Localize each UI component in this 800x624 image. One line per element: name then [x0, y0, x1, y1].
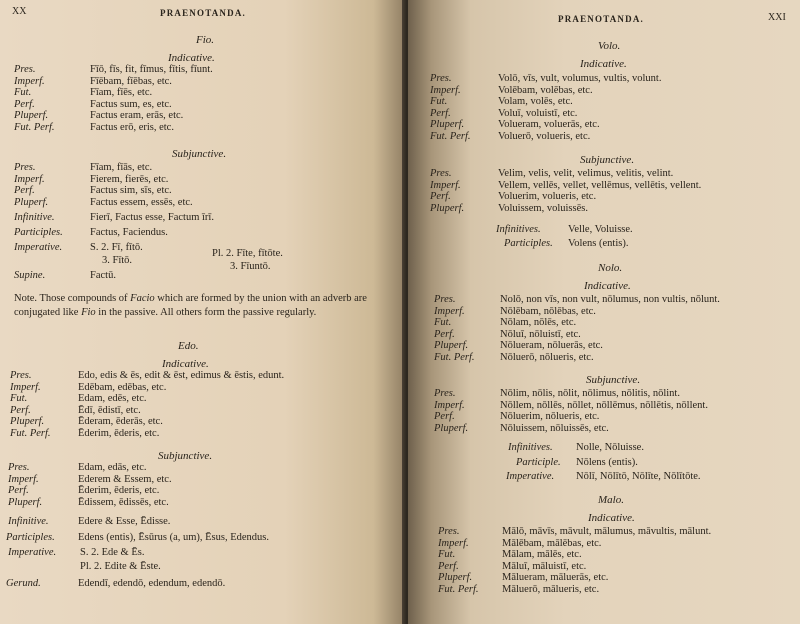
nolo-subjunctive-list: [434, 388, 798, 434]
edo-imperative-s2: S. 2. Ede & Ēs.: [80, 547, 145, 558]
volo-indicative-heading: Indicative.: [580, 58, 627, 70]
fio-participles-label: Participles.: [14, 227, 63, 238]
list-item: Pres. Edam, edās, etc.: [8, 462, 147, 473]
list-item: Fut. Perf. Māluerō, mālueris, etc.: [438, 583, 600, 595]
fio-infinitive: Fierī, Factus esse, Factum īrī.: [90, 212, 214, 223]
list-item: Pluperf. Nōluissem, nōluissēs, etc.: [434, 422, 609, 434]
edo-imperative-label: Imperative.: [8, 547, 57, 558]
list-item: Fut. Mālam, mālēs, etc.: [438, 549, 582, 561]
nolo-participle: Nōlens (entis).: [576, 457, 638, 468]
list-item: Imperf. Ederem & Essem, etc.: [8, 473, 172, 485]
list-item: Pluperf. Nōlueram, nōluerās, etc.: [434, 340, 603, 352]
nolo-subjunctive-heading: Subjunctive.: [586, 374, 641, 386]
running-head-right: PRAENOTANDA.: [558, 14, 644, 24]
list-item: Perf. Factus sum, es, etc.: [14, 98, 172, 110]
running-head-left: PRAENOTANDA.: [160, 8, 246, 18]
edo-indicative-heading: Indicative.: [162, 358, 209, 370]
nolo-indicative-list: [434, 294, 798, 364]
volo-indicative-list: [430, 73, 798, 143]
list-item: Pres. Mālō, māvīs, māvult, mālumus, māvultis, mālunt.: [438, 526, 712, 537]
list-item: Imperf. Nōlēbam, nōlēbas, etc.: [434, 305, 596, 317]
list-item: Fut. Perf. Factus erō, eris, etc.: [14, 121, 174, 133]
volo-subjunctive-heading: Subjunctive.: [580, 154, 635, 166]
list-item: Imperf. Vellem, vellēs, vellet, vellēmus, vellētis, vellent.: [430, 179, 702, 191]
fio-imperative-s3: 3. Fītō.: [102, 255, 133, 266]
list-item: Perf. Voluerim, volueris, etc.: [430, 191, 597, 203]
list-item: Perf. Nōluī, nōluistī, etc.: [434, 328, 581, 340]
list-item: Pres. Nolō, non vīs, non vult, nōlumus, non vultis, nōlunt.: [434, 294, 720, 305]
fio-indicative-heading: Indicative.: [168, 52, 215, 64]
list-item: Pluperf. Factus eram, erās, etc.: [14, 110, 184, 122]
list-item: Perf. Voluī, voluistī, etc.: [430, 107, 578, 119]
nolo-imperative: Nōlī, Nōlītō, Nōlīte, Nōlītōte.: [576, 471, 701, 482]
edo-participles-label: Participles.: [6, 532, 55, 543]
list-item: Imperf. Edēbam, edēbas, etc.: [10, 381, 167, 393]
list-item: Pluperf. Ēderam, ēderās, etc.: [10, 416, 163, 428]
volo-infinitives-label: Infinitives.: [496, 224, 541, 235]
list-item: Fut. Perf. Ēderim, ēderis, etc.: [10, 427, 160, 439]
fio-participles: Factus, Faciendus.: [90, 227, 168, 238]
edo-infinitive-label: Infinitive.: [8, 516, 49, 527]
fio-subjunctive-heading: Subjunctive.: [172, 148, 227, 160]
fio-supine: Factū.: [90, 270, 116, 281]
fio-subjunctive-list: [14, 162, 394, 208]
edo-infinitive: Edere & Esse, Ēdisse.: [78, 516, 171, 527]
list-item: Fut. Volam, volēs, etc.: [430, 96, 573, 108]
page-number-right: XXI: [768, 12, 786, 23]
list-item: Pres. Edo, edis & ēs, edit & ēst, edimus & ēstis, edunt.: [10, 370, 285, 381]
list-item: Pluperf. Mālueram, māluerās, etc.: [438, 572, 609, 584]
list-item: Pluperf. Ēdissem, ēdissēs, etc.: [8, 496, 169, 508]
list-item: Perf. Nōluerim, nōlueris, etc.: [434, 411, 600, 423]
volo-participles: Volens (entis).: [568, 238, 629, 249]
fio-imperative-s2: S. 2. Fī, fītō.: [90, 242, 143, 253]
list-item: Imperf. Fierem, fierēs, etc.: [14, 173, 169, 185]
fio-imperative-label: Imperative.: [14, 242, 63, 253]
fio-supine-label: Supine.: [14, 270, 46, 281]
list-item: Imperf. Mālēbam, mālēbas, etc.: [438, 537, 602, 549]
nolo-participle-label: Participle.: [516, 457, 561, 468]
right-page: [408, 0, 800, 624]
edo-gerund: Edendī, edendō, edendum, edendō.: [78, 578, 226, 589]
edo-gerund-label: Gerund.: [6, 578, 41, 589]
fio-title: Fio.: [196, 34, 215, 46]
nolo-indicative-heading: Indicative.: [584, 280, 631, 292]
list-item: Imperf. Volēbam, volēbas, etc.: [430, 84, 593, 96]
list-item: Pres. Nōlim, nōlis, nōlit, nōlimus, nōlitis, nōlint.: [434, 388, 680, 399]
page-number-left: XX: [12, 6, 27, 17]
list-item: Fut. Fīam, fīēs, etc.: [14, 87, 153, 99]
fio-indicative-list: [14, 64, 394, 134]
list-item: Fut. Perf. Nōluerō, nōlueris, etc.: [434, 351, 594, 363]
nolo-infinitives-label: Infinitives.: [508, 442, 553, 453]
nolo-title: Nolo.: [598, 262, 623, 274]
list-item: Pluperf. Volueram, voluerās, etc.: [430, 119, 600, 131]
list-item: Imperf. Fīēbam, fīēbas, etc.: [14, 75, 172, 87]
nolo-imperative-label: Imperative.: [506, 471, 555, 482]
list-item: Fut. Perf. Voluerō, volueris, etc.: [430, 130, 591, 142]
volo-infinitives: Velle, Voluisse.: [568, 224, 633, 235]
list-item: Pres. Fīam, fīās, etc.: [14, 162, 153, 173]
volo-participles-label: Participles.: [504, 238, 553, 249]
fio-infinitive-label: Infinitive.: [14, 212, 55, 223]
edo-participles: Edens (entis), Ēsūrus (a, um), Ēsus, Edendus.: [78, 532, 270, 543]
nolo-infinitives: Nolle, Nōluisse.: [576, 442, 644, 453]
volo-subjunctive-list: [430, 168, 798, 214]
list-item: Perf. Factus sim, sīs, etc.: [14, 185, 172, 197]
list-item: Imperf. Nōllem, nōllēs, nōllet, nōllēmus, nōllētis, nōllent.: [434, 399, 708, 411]
list-item: Pluperf. Voluissem, voluissēs.: [430, 202, 588, 214]
list-item: Pres. Velim, velis, velit, velimus, velitis, velint.: [430, 168, 674, 179]
malo-indicative-list: [438, 526, 798, 596]
volo-title: Volo.: [598, 40, 621, 52]
list-item: Fut. Nōlam, nōlēs, etc.: [434, 317, 577, 329]
fio-imperative-p3: 3. Fīuntō.: [230, 261, 271, 272]
edo-subjunctive-list: [8, 462, 398, 508]
edo-subjunctive-heading: Subjunctive.: [158, 450, 213, 462]
facio-note: Note. Those compounds of Facio which are formed by the union with an adverb are conjugated like Fio in the passive. All others form the passive regularly.: [14, 293, 367, 318]
list-item: Fut. Edam, edēs, etc.: [10, 393, 147, 405]
edo-title: Edo.: [178, 340, 199, 352]
edo-indicative-list: [10, 370, 400, 440]
list-item: Pluperf. Factus essem, essēs, etc.: [14, 196, 193, 208]
list-item: Perf. Ēdī, ēdistī, etc.: [10, 404, 141, 416]
edo-imperative-p2: Pl. 2. Edite & Ēste.: [80, 561, 161, 572]
list-item: Pres. Volō, vīs, vult, volumus, vultis, volunt.: [430, 73, 662, 84]
fio-imperative-p2: Pl. 2. Fīte, fītōte.: [212, 248, 283, 259]
malo-title: Malo.: [598, 494, 624, 506]
malo-indicative-heading: Indicative.: [588, 512, 635, 524]
list-item: Pres. Fīō, fīs, fit, fīmus, fītis, fīunt.: [14, 64, 213, 75]
list-item: Perf. Ēderim, ēderis, etc.: [8, 485, 160, 497]
list-item: Perf. Māluī, māluistī, etc.: [438, 560, 587, 572]
